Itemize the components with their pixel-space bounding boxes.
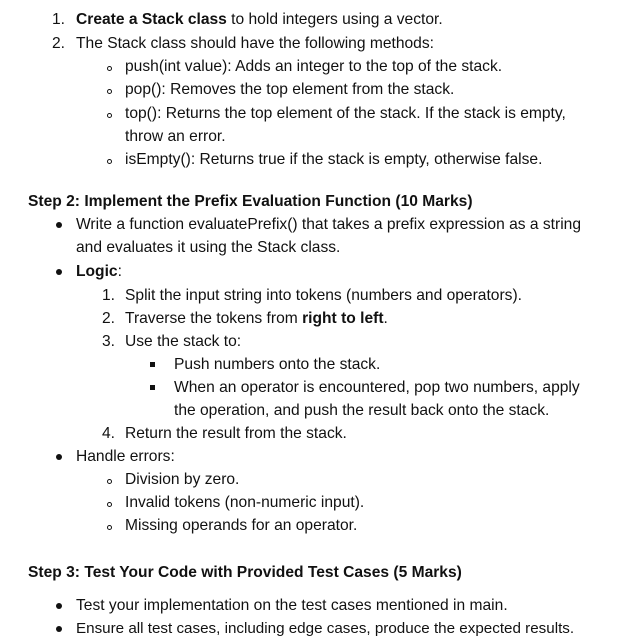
list-number: 1. bbox=[52, 11, 66, 28]
method-push: push(int value): Adds an integer to the top of the stack. bbox=[125, 58, 503, 75]
bullet-icon bbox=[56, 222, 62, 228]
bullet-icon bbox=[56, 454, 62, 460]
method-pop: pop(): Removes the top element from the stack. bbox=[125, 81, 455, 98]
test-bullet-edge-cases: Ensure all test cases, including edge cases, produce the expected results. bbox=[76, 620, 575, 637]
logic-bold: Logic bbox=[76, 263, 118, 280]
method-isempty: isEmpty(): Returns true if the stack is empty, otherwise false. bbox=[125, 151, 543, 168]
bullet-icon bbox=[56, 269, 62, 275]
list-number: 2. bbox=[52, 35, 66, 52]
sub-operator: When an operator is encountered, pop two numbers, apply bbox=[174, 379, 580, 396]
logic-step-use-stack: Use the stack to: bbox=[125, 333, 242, 350]
error-invalid-tokens: Invalid tokens (non-numeric input). bbox=[125, 494, 365, 511]
square-bullet-icon bbox=[150, 362, 155, 367]
bullet-evaluate-prefix-continued: and evaluates it using the Stack class. bbox=[76, 239, 341, 256]
bullet-evaluate-prefix: Write a function evaluatePrefix() that takes a prefix expression as a string bbox=[76, 216, 582, 233]
list-number: 3. bbox=[102, 333, 116, 350]
list-number: 1. bbox=[102, 287, 116, 304]
handle-errors-label: Handle errors: bbox=[76, 448, 175, 465]
sub-operator-continued: the operation, and push the result back onto the stack. bbox=[174, 402, 550, 419]
logic-colon: : bbox=[117, 263, 122, 280]
traverse-text: Traverse the tokens from bbox=[125, 310, 303, 327]
circle-bullet-icon bbox=[107, 113, 112, 118]
logic-step-split: Split the input string into tokens (numbers and operators). bbox=[125, 287, 522, 304]
traverse-bold: right to left bbox=[302, 310, 384, 327]
circle-bullet-icon bbox=[107, 479, 112, 484]
error-division: Division by zero. bbox=[125, 471, 240, 488]
circle-bullet-icon bbox=[107, 159, 112, 164]
test-bullet-implementation: Test your implementation on the test cases mentioned in main. bbox=[76, 597, 508, 614]
list-number: 2. bbox=[102, 310, 116, 327]
circle-bullet-icon bbox=[107, 525, 112, 530]
method-top-continued: throw an error. bbox=[125, 128, 226, 145]
list-item-create-stack bbox=[76, 10, 443, 30]
step2-heading: Step 2: Implement the Prefix Evaluation Function (10 Marks) bbox=[28, 193, 473, 210]
bullet-icon bbox=[56, 603, 62, 609]
square-bullet-icon bbox=[150, 385, 155, 390]
logic-label bbox=[76, 262, 122, 282]
list-item-methods: The Stack class should have the following methods: bbox=[76, 35, 434, 52]
error-missing-operands: Missing operands for an operator. bbox=[125, 517, 358, 534]
circle-bullet-icon bbox=[107, 89, 112, 94]
traverse-period: . bbox=[383, 310, 388, 327]
sub-push-numbers: Push numbers onto the stack. bbox=[174, 356, 381, 373]
logic-step-traverse bbox=[125, 309, 388, 329]
logic-step-return: Return the result from the stack. bbox=[125, 425, 347, 442]
circle-bullet-icon bbox=[107, 502, 112, 507]
step3-heading: Step 3: Test Your Code with Provided Test Cases (5 Marks) bbox=[28, 564, 462, 581]
item-text: to hold integers using a vector. bbox=[226, 11, 443, 28]
method-top: top(): Returns the top element of the stack. If the stack is empty, bbox=[125, 105, 566, 122]
list-number: 4. bbox=[102, 425, 116, 442]
bold-text: Create a Stack class bbox=[76, 11, 227, 28]
circle-bullet-icon bbox=[107, 66, 112, 71]
bullet-icon bbox=[56, 626, 62, 632]
